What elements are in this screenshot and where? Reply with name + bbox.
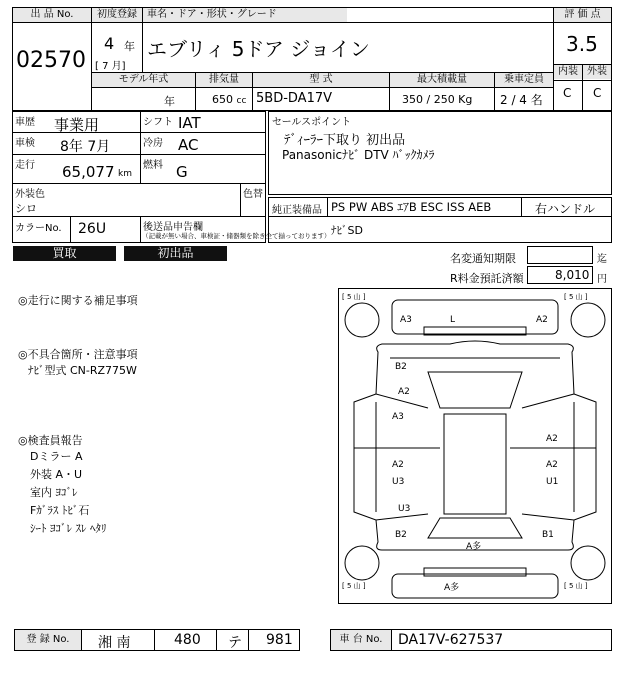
displacement-value: 650 cc (212, 93, 247, 106)
equipment-value: PS PW ABS ｴｱB ESC ISS AEB (331, 200, 492, 214)
max-load-value: 350 / 250 Kg (402, 93, 473, 106)
type-label: 型 式 (253, 73, 389, 87)
name-change-unit: 迄 (597, 254, 607, 265)
tire-label-rl: [ 5 山 ] (342, 582, 366, 590)
tire-icon (571, 546, 605, 580)
inspection-value: 8年 7月 (60, 139, 111, 155)
first-listing-badge: 初出品 (124, 246, 227, 261)
mileage-value: 65,077 (62, 163, 115, 181)
sales-point-1: ﾃﾞｨｰﾗｰ下取り 初出品 (284, 133, 406, 148)
lot-label: 出 品 No. (13, 8, 91, 22)
registration-label: 登 録 No. (15, 630, 81, 650)
registration-kana: テ (228, 635, 242, 651)
capacity-value: 2 / 4 名 (500, 93, 543, 107)
color-change-label: 色替 (243, 189, 263, 200)
inspector-report-title: ◎検査員報告 (18, 434, 83, 447)
chassis-label: 車 台 No. (331, 630, 391, 650)
mark-a2-front: A2 (536, 315, 548, 325)
mark-a3-left-door: A3 (392, 412, 404, 422)
car-name: エブリィ 5ドア ジョイン (147, 37, 370, 61)
capacity-label: 乗車定員 (495, 73, 553, 87)
after-doc-note: （記載が無い場合、車検証・储器類を除き全て揃っております） (142, 232, 331, 240)
recycle-unit: 円 (597, 274, 607, 285)
history-label: 車歴 (15, 117, 35, 128)
chassis-number: DA17V-627537 (398, 632, 504, 648)
lot-number: 02570 (16, 48, 86, 73)
fuel-value: G (176, 163, 188, 181)
registration-number: 981 (266, 632, 293, 648)
type-value: 5BD-DA17V (256, 91, 333, 106)
mark-l-front: L (450, 315, 456, 325)
mark-b1-right-rear: B1 (542, 530, 554, 540)
exterior-grade: C (593, 86, 602, 100)
eval-score: 3.5 (566, 32, 598, 56)
first-reg-month: [ 7 月] (95, 61, 126, 72)
tire-label-fr: [ 5 山 ] (564, 293, 588, 301)
inspector-report-3: 室内 ﾖｺﾞﾚ (30, 486, 78, 499)
shift-value: IAT (178, 114, 201, 132)
fuel-label: 燃料 (143, 160, 163, 171)
equipment-label: 純正装備品 (272, 205, 322, 216)
shift-label: シフト (143, 117, 173, 128)
color-no-value: 26U (78, 221, 107, 237)
mark-a2-left-front: A2 (398, 387, 410, 397)
mark-u1-right-rear-door: U1 (546, 477, 559, 487)
mark-a2-right-door: A2 (546, 434, 558, 444)
interior-label: 内装 (554, 65, 582, 79)
max-load-label: 最大積載量 (390, 73, 494, 87)
tire-label-fl: [ 5 山 ] (342, 293, 366, 301)
sales-point-2: Panasonicﾅﾋﾞ DTV ﾊﾞｯｸｶﾒﾗ (282, 148, 435, 162)
first-reg-label: 初度登録 (92, 8, 142, 22)
mark-a3-front: A3 (400, 315, 412, 325)
ext-color-value: シロ (15, 202, 37, 215)
mark-a2-left-rear-door: A2 (392, 460, 404, 470)
tire-label-rr: [ 5 山 ] (564, 582, 588, 590)
aircon-value: AC (178, 136, 199, 154)
recycle-value: 8,010 (555, 268, 590, 282)
tire-icon (571, 303, 605, 337)
after-doc-label: 後送品申告欄 (143, 222, 203, 233)
model-year-label: モデル年式 (92, 73, 195, 87)
recycle-label: R料金預託済額 (450, 272, 524, 285)
mark-b2-left-front: B2 (395, 362, 407, 372)
mark-a2-right-rear-door: A2 (546, 460, 558, 470)
first-reg-year: 4 (104, 34, 115, 53)
inspector-report-1: Dミラー A (30, 450, 83, 463)
car-damage-diagram (338, 288, 612, 604)
defect-notes-title: ◎不具合箇所・注意事項 (18, 348, 138, 361)
buy-badge: 買取 (13, 246, 116, 261)
history-value: 事業用 (54, 116, 100, 134)
model-year-unit: 年 (164, 95, 175, 108)
registration-class: 480 (174, 632, 201, 648)
sales-points-label: セールスポイント (272, 117, 352, 128)
name-change-label: 名変通知期限 (450, 252, 516, 265)
inspector-report-5: ｼｰﾄ ﾖｺﾞﾚ ｽﾚ ﾍﾀﾘ (30, 522, 107, 535)
inspection-label: 車検 (15, 138, 35, 149)
registration-place: 湘 南 (98, 635, 131, 651)
mark-a-many-rear-bumper: A多 (444, 583, 460, 593)
first-reg-year-unit: 年 (124, 40, 135, 53)
tire-icon (345, 546, 379, 580)
car-name-label: 車名・ドア・形状・グレード (143, 8, 347, 22)
color-no-label: カラーNo. (15, 223, 62, 234)
driving-notes-title: ◎走行に関する補足事項 (18, 294, 138, 307)
mark-a-many-rear-glass: A多 (466, 542, 482, 552)
eval-label: 評 価 点 (554, 8, 611, 22)
defect-note-1: ﾅﾋﾞ型式 CN-RZ775W (28, 364, 137, 377)
ext-color-label: 外装色 (15, 189, 45, 200)
name-change-field (527, 246, 593, 264)
interior-grade: C (563, 86, 572, 100)
mark-b2-left-rear: B2 (395, 530, 407, 540)
aircon-label: 冷房 (143, 138, 163, 149)
tire-icon (345, 303, 379, 337)
inspector-report-4: Fｶﾞﾗｽ ﾄﾋﾞ石 (30, 504, 90, 517)
mileage-label: 走行 (15, 160, 35, 171)
displacement-label: 排気量 (196, 73, 252, 87)
mark-u3-left-rear: U3 (398, 504, 411, 514)
extra-equipment: ﾅﾋﾞSD (331, 224, 363, 237)
handle-value: 右ハンドル (535, 202, 596, 216)
mark-u3-left-rear-door: U3 (392, 477, 405, 487)
inspector-report-2: 外装 A・U (30, 468, 83, 481)
mileage-unit: km (118, 169, 132, 179)
exterior-label: 外装 (583, 65, 611, 79)
